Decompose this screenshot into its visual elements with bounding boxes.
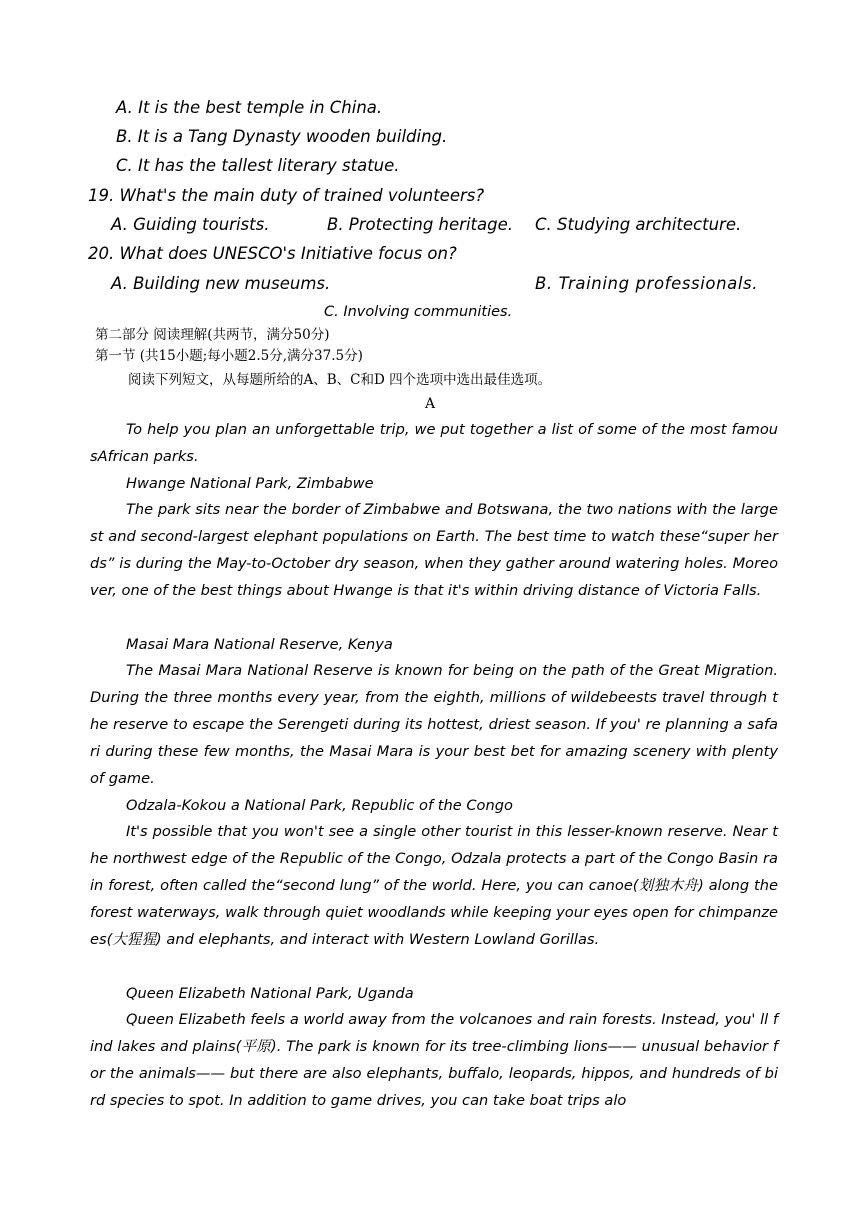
park3-text: It's possible that you won't see a single other tourist in this lesser-known reserve. Near the northwest edge of the Republic of the Congo, Odzala protects a part of the Congo Basin rain forest, often called the“second lung” of the world. Here, you can canoe(划独木舟) along the forest waterways, walk through quiet woodlands while keeping your eyes open for chimpanzees(大猩猩) and elephants, and interact with Western Lowland Gorillas. [90,823,778,948]
passage-letter: A [425,396,436,412]
park4-name: Queen Elizabeth National Park, Uganda [126,985,414,1002]
q18-option-a: A. It is the best temple in China. [116,98,383,117]
passage-intro: To help you plan an unforgettable trip, we put together a list of some of the most famousAfrican parks. [90,421,778,465]
q18-option-b: B. It is a Tang Dynasty wooden building. [116,127,448,146]
q20-option-b: B. Training professionals. [535,274,759,293]
q20-option-c: C. Involving communities. [324,304,513,320]
park4-text: Queen Elizabeth feels a world away from the volcanoes and rain forests. Instead, you' ll find lakes and plains(平原). The park is known for its tree-climbing lions—— unusual behavior for the animals—— but there are also elephants, buffalo, leopards, hippos, and hundreds of bird species to spot. In addition to game drives, you can take boat trips alo [90,1011,778,1109]
q20-question: 20. What does UNESCO's Initiative focus on? [88,244,457,263]
instruction-text: 阅读下列短文，从每题所给的A、B、C和D 四个选项中选出最佳选项。 [128,372,552,388]
subsection-title: 第一节 (共15小题;每小题2.5分,满分37.5分) [95,348,363,364]
park2-text: The Masai Mara National Reserve is known for being on the path of the Great Migration.During the three months every year, from the eighth, millions of wildebeests travel through the reserve to escape the Serengeti during its hottest, driest season. If you' re planning a safari during these few months, the Masai Mara is your best bet for amazing scenery with plenty of game. [90,662,778,787]
q18-option-c: C. It has the tallest literary statue. [116,156,400,175]
park2-name: Masai Mara National Reserve, Kenya [126,636,393,653]
park3-name: Odzala-Kokou a National Park, Republic of the Congo [126,797,513,814]
q19-option-a: A. Guiding tourists. [111,215,270,234]
q19-option-b: B. Protecting heritage. [327,215,513,234]
q20-option-a: A. Building new museums. [111,274,331,293]
part-title: 第二部分 阅读理解(共两节，满分50分) [95,327,330,343]
q19-question: 19. What's the main duty of trained volunteers? [88,186,485,205]
q19-option-c: C. Studying architecture. [535,215,742,234]
park1-text: The park sits near the border of Zimbabwe and Botswana, the two nations with the largest and second-largest elephant populations on Earth. The best time to watch these“super herds” is during the May-to-October dry season, when they gather around watering holes. Moreover, one of the best things about Hwange is that it's within driving distance of Victoria Falls. [90,501,778,599]
park1-name: Hwange National Park, Zimbabwe [126,475,374,492]
